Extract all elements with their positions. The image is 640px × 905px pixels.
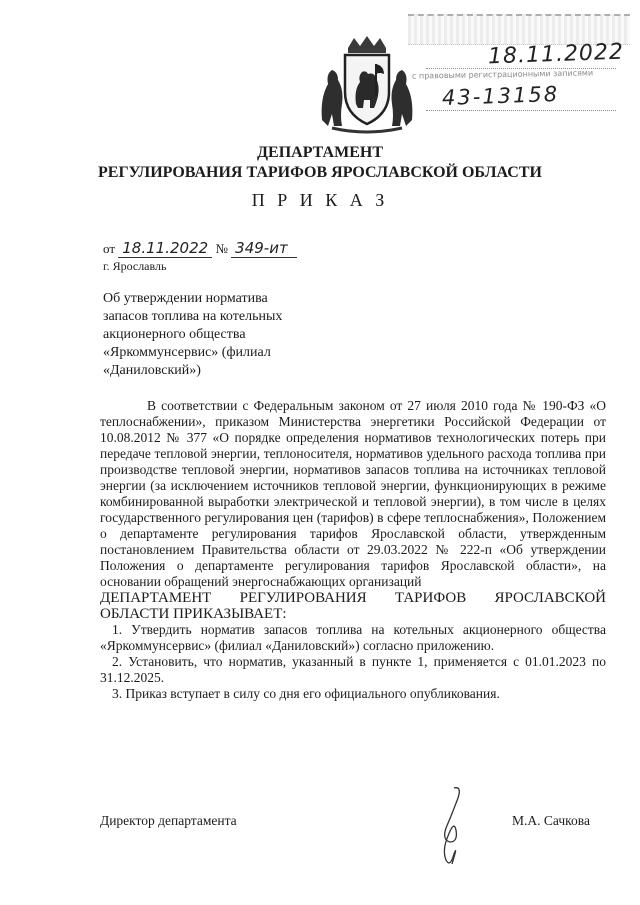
coat-of-arms-icon: [318, 34, 416, 134]
order-body: [100, 398, 606, 702]
order-date: 18.11.2022: [118, 239, 212, 258]
preamble-paragraph: В соответствии с Федеральным законом от 27 июля 2010 года № 190-ФЗ «О теплоснабжении», приказом Министерства энергетики Российской Федерации от 10.08.2012 № 377 «О порядке определения нормативов технологических потерь при передаче тепловой энергии, теплоносителя, нормативов удельного расхода топлива при производстве тепловой энергии, нормативов запасов топлива на источниках тепловой энергии (за исключением источников тепловой энергии, функционирующих в режиме комбинированной выработки электрической и тепловой энергии), в том числе в целях государственного регулирования цен (тарифов) в сфере теплоснабжения», Положением о департаменте регулирования тарифов Ярославской области, утвержденным постановлением Правительства области от 29.03.2022 № 222-п «Об утверждении Положения о департаменте регулирования тарифов Ярославской области», на основании обращений энергоснабжающих организаций: [100, 398, 606, 589]
department-line-2: РЕГУЛИРОВАНИЯ ТАРИФОВ ЯРОСЛАВСКОЙ ОБЛАСТИ: [98, 164, 542, 181]
resolution-line-1: ДЕПАРТАМЕНТ РЕГУЛИРОВАНИЯ ТАРИФОВ ЯРОСЛАВСКОЙ: [100, 590, 606, 606]
order-item-1: 1. Утвердить норматив запасов топлива на котельных акционерного общества «Яркоммунсервис» (филиал «Даниловский») согласно приложению.: [100, 622, 606, 653]
date-prefix: от: [103, 241, 116, 256]
stamp-number: 43-13158: [441, 81, 560, 111]
handwritten-signature: [432, 784, 472, 870]
registration-stamp: [408, 14, 630, 116]
stamp-caption: с правовыми регистрационными записями: [411, 68, 594, 81]
department-line-1: ДЕПАРТАМЕНТ: [257, 144, 383, 161]
stamp-date: 18.11.2022: [487, 39, 625, 70]
order-item-3: 3. Приказ вступает в силу со дня его официального опубликования.: [112, 686, 500, 701]
number-prefix: №: [215, 241, 228, 256]
document-type-title: П Р И К А З: [251, 190, 389, 210]
order-number: 349-ит: [231, 239, 297, 258]
order-subject: Об утверждении норматива запасов топлива на котельных акционерного общества «Яркоммунсервис» (филиал «Даниловский»): [103, 291, 283, 378]
order-city: г. Ярославль: [103, 259, 167, 273]
signature-position: Директор департамента: [100, 813, 237, 828]
stamp-number-line: [426, 110, 616, 111]
resolution-line-2: ОБЛАСТИ ПРИКАЗЫВАЕТ:: [100, 606, 287, 622]
order-date-line: [103, 239, 297, 258]
order-item-2: 2. Установить, что норматив, указанный в пункте 1, применяется с 01.01.2023 по 31.12.2025.: [100, 654, 606, 685]
signature-name: М.А. Сачкова: [512, 813, 590, 828]
